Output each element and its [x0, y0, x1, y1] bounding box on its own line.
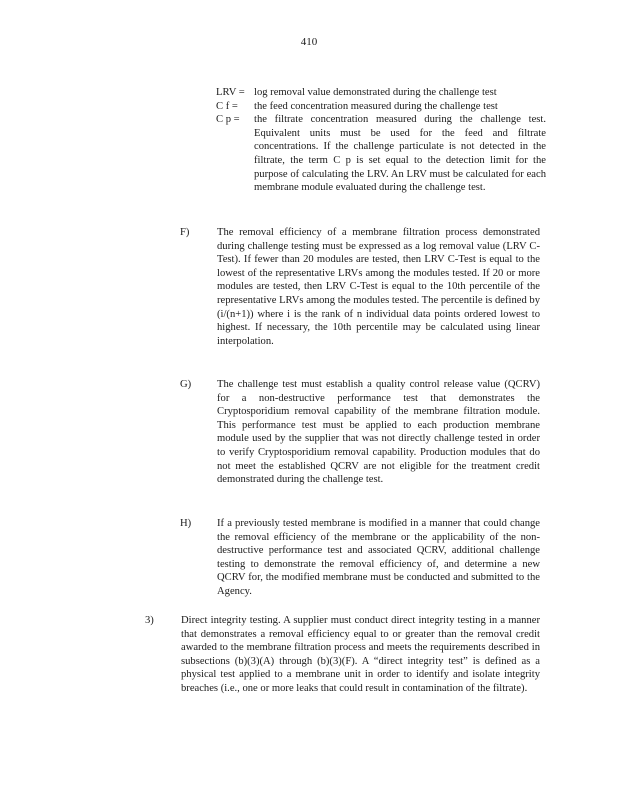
- definitions-list: [216, 86, 546, 195]
- subsection-h: [180, 517, 540, 599]
- definition-feed-concentration: [216, 100, 546, 114]
- section-text: Direct integrity testing. A supplier must conduct direct integrity testing in a manner that demonstrates a removal efficiency equal to or greater than the removal credit awarded to the membrane filtration process and meets the requirements described in subsections (b)(3)(A) through (b)(3)(F). A “direct integrity test” is defined as a physical test applied to a membrane unit in order to identify and isolate integrity breaches (i.e., one or more leaks that could result in contamination of the filtrate).: [181, 615, 540, 694]
- subsection-text: If a previously tested membrane is modified in a manner that could change the removal efficiency of the membrane or the applicability of the non-destructive performance test and associated QCRV, additional challenge testing to demonstrate the removal efficiency of, and determine a new QCRV for, the modified membrane must be conducted and submitted to the Agency.: [217, 518, 540, 597]
- subsection-f: [180, 226, 540, 348]
- definition-filtrate-concentration: [216, 113, 546, 195]
- page-number: 410: [300, 36, 318, 48]
- subsection-label: F): [180, 227, 190, 238]
- definition-term: LRV =: [216, 87, 245, 98]
- subsection-label: H): [180, 518, 192, 529]
- definition-term: C f =: [216, 100, 238, 112]
- subsection-text: The challenge test must establish a quality control release value (QCRV) for a non-destructive performance test that demonstrates the Cryptosporidium removal capability of the membrane filtration module. This performance test must be applied to each production membrane module used by the supplier that was not directly challenge tested in order to verify Cryptosporidium removal capability. Production modules that do not meet the established QCRV are not eligible for the treatment credit demonstrated during the challenge test.: [217, 379, 540, 486]
- definition-text: log removal value demonstrated during the challenge test: [254, 87, 497, 98]
- subsection-g: [180, 378, 540, 487]
- subsection-text: The removal efficiency of a membrane filtration process demonstrated during challenge testing must be expressed as a log removal value (LRV C-Test). If fewer than 20 modules are tested, then LRV C-Test is equal to the lowest of the representative LRVs among the modules tested. If 20 or more modules are tested, then LRV C-Test is equal to the 10th percentile of the representative LRVs among the modules tested. The percentile is defined by (i/(n+1)) where i is the rank of n individual data points ordered lowest to highest. If necessary, the 10th percentile may be calculated using linear interpolation.: [217, 227, 540, 347]
- definition-term: C p =: [216, 114, 240, 126]
- definition-lrv: [216, 86, 546, 100]
- definition-text: the filtrate concentration measured during the challenge test. Equivalent units must be used for the feed and filtrate concentrations. If the challenge particulate is not detected in the filtrate, the term C p is set equal to the detection limit for the purpose of calculating the LRV. An LRV must be calculated for each membrane module evaluated during the challenge test.: [254, 114, 546, 194]
- section-label: 3): [145, 615, 154, 626]
- definition-text: the feed concentration measured during the challenge test: [254, 100, 498, 112]
- section-3-direct-integrity-testing: [145, 614, 540, 696]
- subsection-label: G): [180, 379, 192, 390]
